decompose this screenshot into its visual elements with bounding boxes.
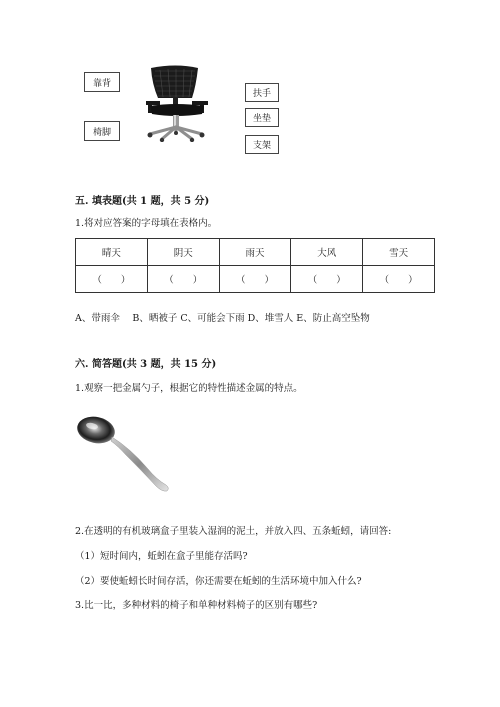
table-header-rainy: 雨天 [219, 239, 291, 266]
section6-question-3: 3.比一比，多种材料的椅子和单种材料椅子的区别有哪些? [75, 600, 318, 611]
office-chair-image [140, 64, 216, 142]
section5-question-1: 1.将对应答案的字母填在表格内。 [75, 218, 218, 229]
answer-blank-windy[interactable]: （ ） [291, 266, 363, 293]
table-header-cloudy: 阴天 [147, 239, 219, 266]
label-frame: 支架 [245, 135, 279, 154]
label-armrest: 扶手 [245, 83, 279, 102]
label-seat-cushion: 坐垫 [245, 108, 279, 127]
answer-blank-rainy[interactable]: （ ） [219, 266, 291, 293]
section6-question-2-part-1: （1）短时间内，蚯蚓在盒子里能存活吗? [75, 551, 248, 562]
table-header-windy: 大风 [291, 239, 363, 266]
answer-blank-sunny[interactable]: （ ） [76, 266, 148, 293]
table-row [76, 266, 435, 293]
label-backrest: 靠背 [84, 72, 120, 92]
section5-heading: 五. 填表题(共 1 题，共 5 分) [75, 196, 210, 207]
answer-blank-cloudy[interactable]: （ ） [147, 266, 219, 293]
section6-question-2-part-2: （2）要使蚯蚓长时间存活，你还需要在蚯蚓的生活环境中加入什么? [75, 576, 362, 587]
label-chair-legs: 椅脚 [84, 121, 120, 141]
answer-blank-snowy[interactable]: （ ） [363, 266, 435, 293]
table-header-sunny: 晴天 [76, 239, 148, 266]
table-header-snowy: 雪天 [363, 239, 435, 266]
section6-question-1: 1.观察一把金属勺子，根据它的特性描述金属的特点。 [75, 383, 303, 394]
weather-table [75, 238, 435, 293]
section6-question-2: 2.在透明的有机玻璃盒子里装入湿润的泥土，并放入四、五条蚯蚓，请回答: [75, 526, 392, 537]
section6-heading: 六. 简答题(共 3 题，共 15 分) [75, 359, 217, 370]
metal-spoon-image [76, 413, 176, 495]
answer-options: A、带雨伞 B、晒被子 C、可能会下雨 D、堆雪人 E、防止高空坠物 [75, 313, 370, 324]
table-row [76, 239, 435, 266]
